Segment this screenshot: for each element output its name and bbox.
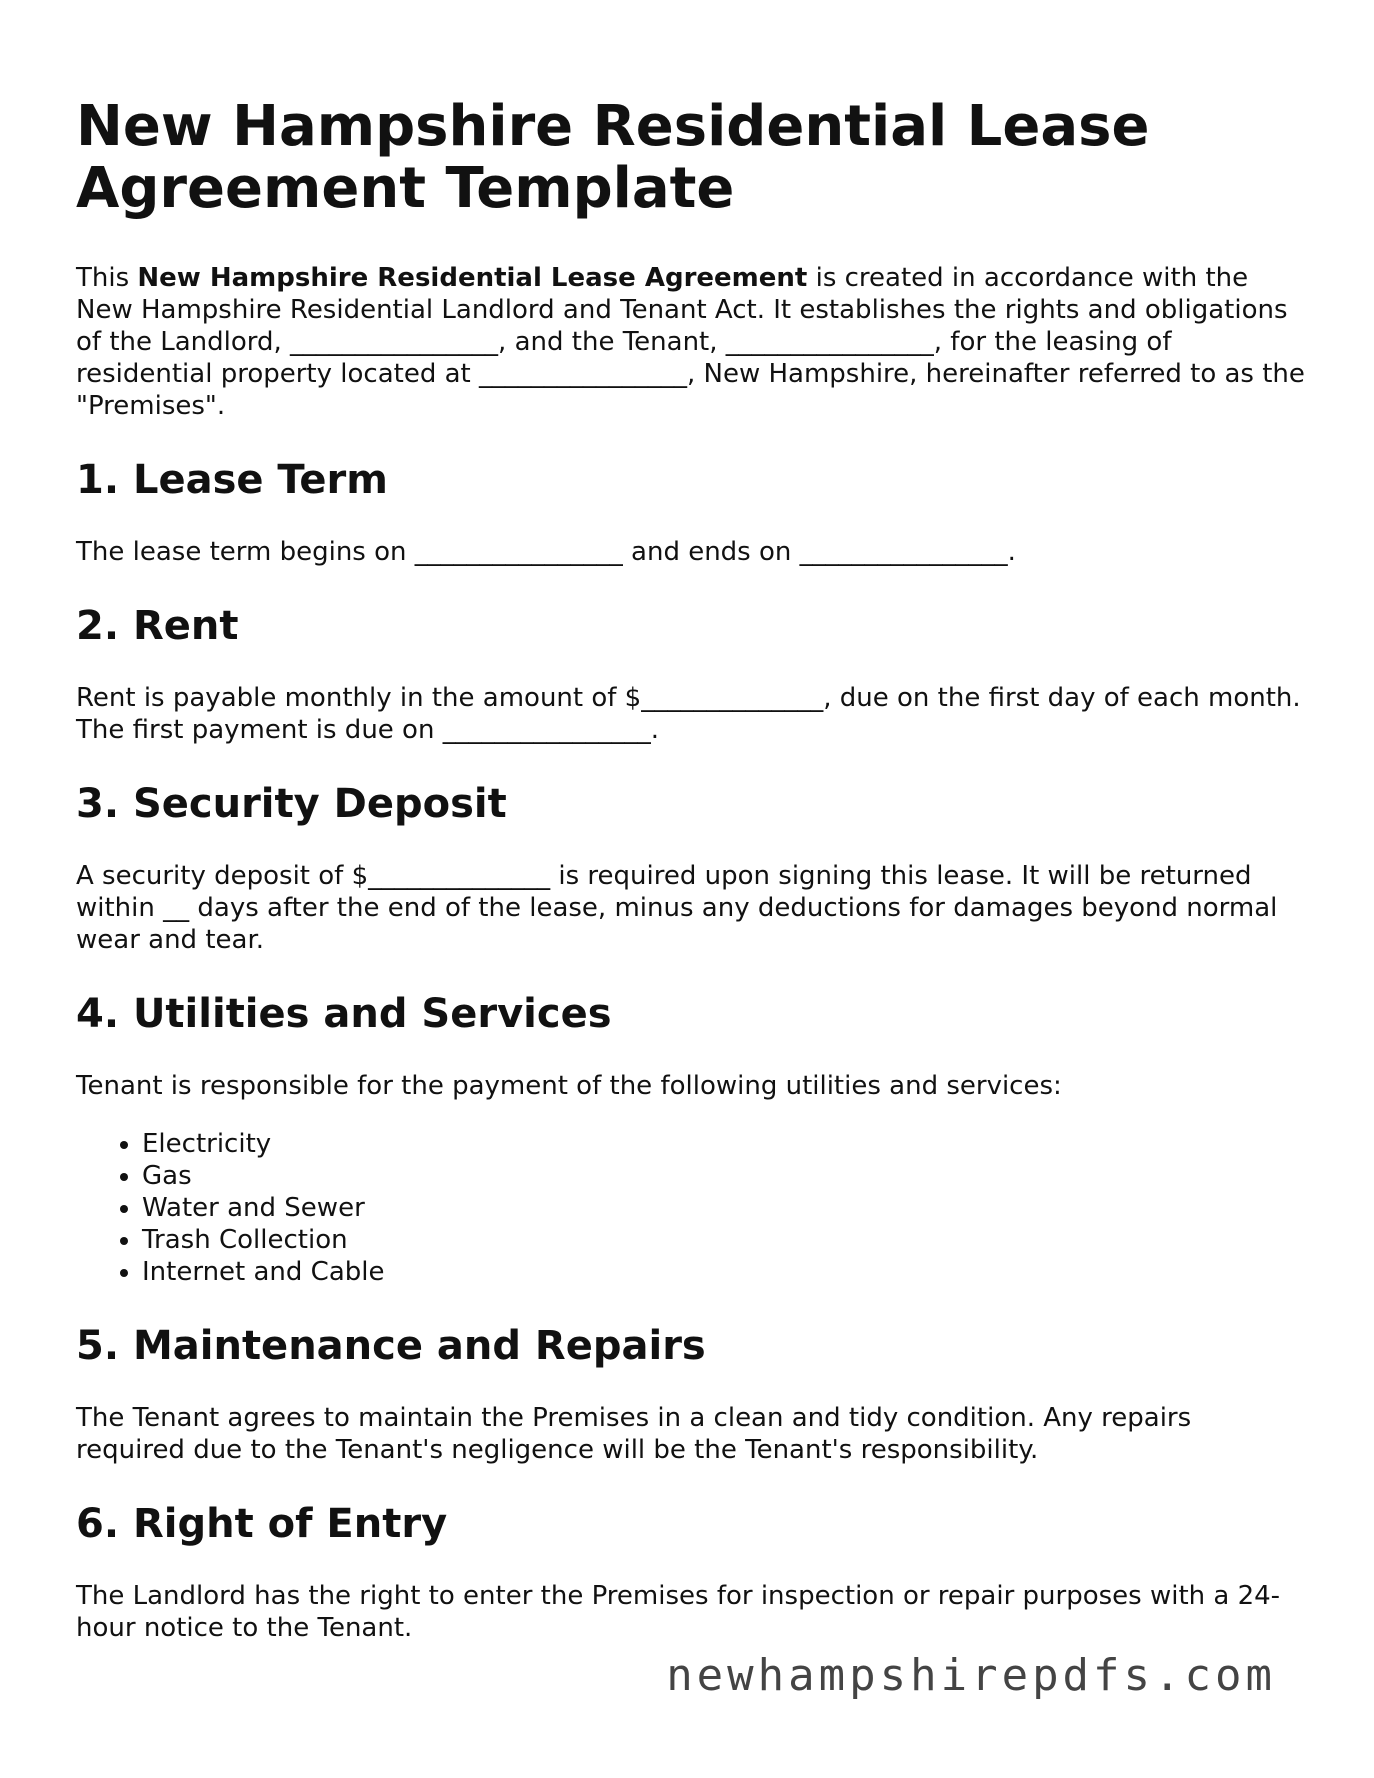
section-heading: 3. Security Deposit [76,781,507,827]
section-maintenance [76,1322,1306,1466]
section-text: Tenant is responsible for the payment of the following utilities and services: [76,1071,1062,1101]
section-security-deposit [76,780,1306,956]
section-heading: 5. Maintenance and Repairs [76,1323,706,1369]
section-utilities [76,990,1306,1288]
intro-paragraph [76,262,1306,422]
section-text: The Tenant agrees to maintain the Premises in a clean and tidy condition. Any repairs required due to the Tenant's negligence will be the Tenant's responsibility. [76,1403,1192,1465]
intro-rest: is created in accordance with the New Hampshire Residential Landlord and Tenant Act. It establishes the rights and obligations of the Landlord, ________________, and the Tenant, ________________, for the leasing of residential property located at ________________, New Hampshire, hereinafter referred to as the "Premises". [76,263,1305,421]
list-item: • Internet and Cable [142,1256,1306,1288]
section-right-of-entry [76,1500,1306,1644]
list-item: • Water and Sewer [142,1192,1306,1224]
section-heading: 6. Right of Entry [76,1501,448,1547]
utilities-list [76,1128,1306,1288]
section-heading: 1. Lease Term [76,457,388,503]
intro-lead: This [76,263,138,293]
section-text: The Landlord has the right to enter the Premises for inspection or repair purposes with a 24-hour notice to the Tenant. [76,1581,1281,1643]
intro-bold: New Hampshire Residential Lease Agreement [137,263,808,293]
section-text: The lease term begins on ________________ and ends on ________________. [76,537,1016,567]
page-title: New Hampshire Residential Lease Agreement Template [76,94,1150,221]
document [76,96,1306,1644]
section-text: A security deposit of $______________ is required upon signing this lease. It will be returned within __ days after the end of the lease, minus any deductions for damages beyond normal wear and tear. [76,861,1278,955]
section-rent [76,602,1306,746]
section-text: Rent is payable monthly in the amount of $______________, due on the first day of each month. The first payment is due on ________________. [76,683,1301,745]
list-item: • Trash Collection [142,1224,1306,1256]
section-lease-term [76,456,1306,568]
site-watermark: newhampshirepdfs.com [666,1650,1276,1701]
list-item: • Gas [142,1160,1306,1192]
section-heading: 2. Rent [76,603,239,649]
section-heading: 4. Utilities and Services [76,991,612,1037]
list-item: • Electricity [142,1128,1306,1160]
